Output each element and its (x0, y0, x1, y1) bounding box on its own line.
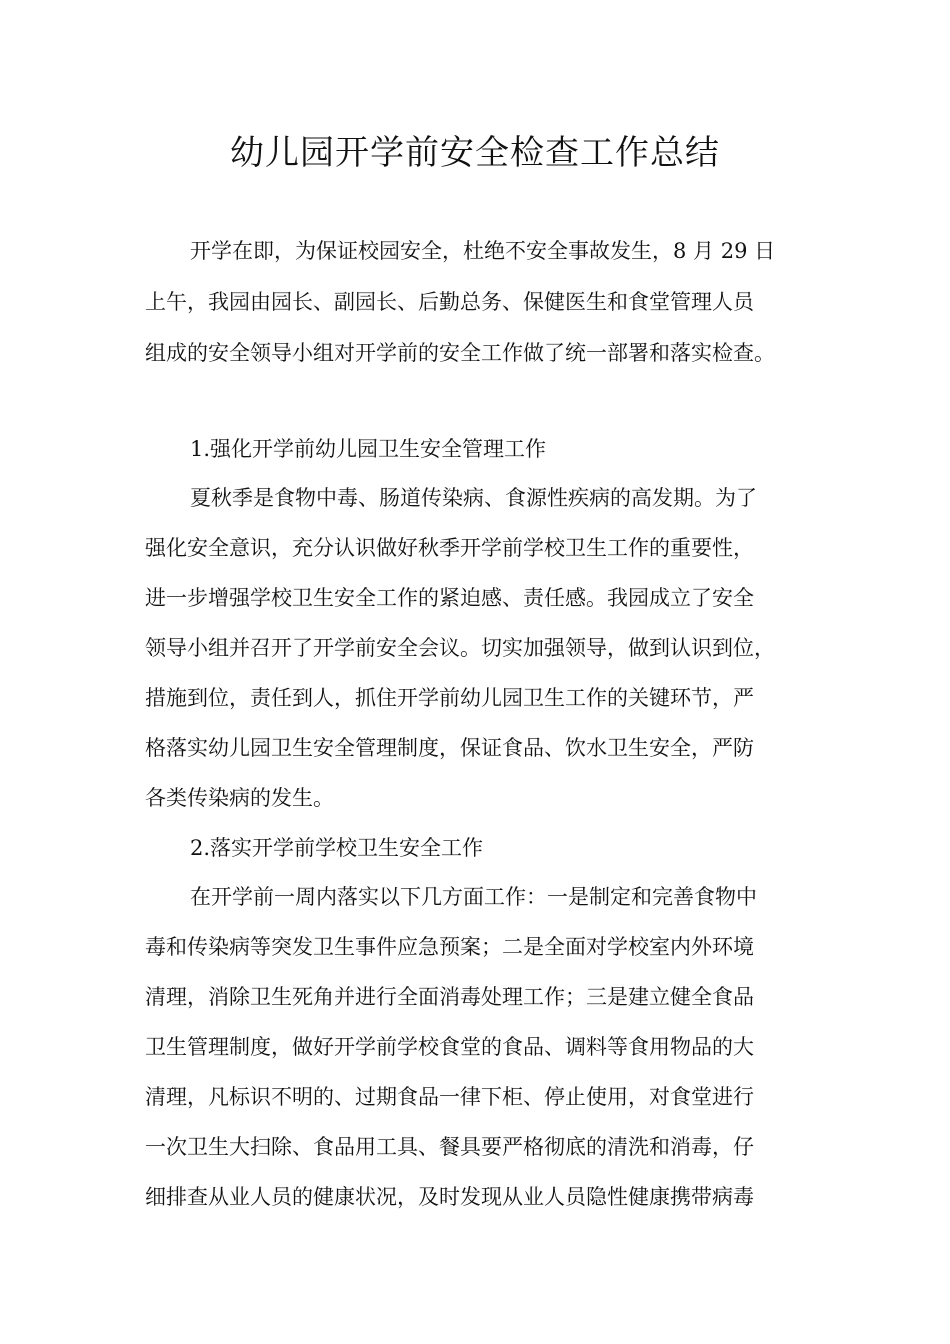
paragraph-line: 清理，凡标识不明的、过期食品一律下柜、停止使用，对食堂进行 (145, 1085, 754, 1109)
paragraph-line: 措施到位，责任到人，抓住开学前幼儿园卫生工作的关键环节，严 (145, 686, 754, 710)
section-heading: 1.强化开学前幼儿园卫生安全管理工作 (190, 437, 547, 461)
paragraph-line: 一次卫生大扫除、食品用工具、餐具要严格彻底的清洗和消毒，仔 (145, 1135, 754, 1159)
paragraph-line: 夏秋季是食物中毒、肠道传染病、食源性疾病的高发期。为了 (190, 486, 757, 510)
paragraph-line: 在开学前一周内落实以下几方面工作：一是制定和完善食物中 (190, 885, 757, 909)
paragraph-line: 毒和传染病等突发卫生事件应急预案；二是全面对学校室内外环境 (145, 935, 754, 959)
paragraph-line: 领导小组并召开了开学前安全会议。切实加强领导，做到认识到位， (145, 636, 775, 660)
document-title: 幼儿园开学前安全检查工作总结 (230, 133, 720, 173)
paragraph-line: 清理，消除卫生死角并进行全面消毒处理工作；三是建立健全食品 (145, 985, 754, 1009)
paragraph-line: 细排查从业人员的健康状况，及时发现从业人员隐性健康携带病毒 (145, 1185, 754, 1209)
paragraph-line: 组成的安全领导小组对开学前的安全工作做了统一部署和落实检查。 (145, 341, 775, 365)
paragraph-line: 卫生管理制度，做好开学前学校食堂的食品、调料等食用物品的大 (145, 1035, 754, 1059)
paragraph-line: 进一步增强学校卫生安全工作的紧迫感、责任感。我园成立了安全 (145, 586, 754, 610)
paragraph-line: 格落实幼儿园卫生安全管理制度，保证食品、饮水卫生安全，严防 (145, 736, 754, 760)
paragraph-line: 强化安全意识，充分认识做好秋季开学前学校卫生工作的重要性， (145, 536, 754, 560)
paragraph-line: 上午，我园由园长、副园长、后勤总务、保健医生和食堂管理人员 (145, 290, 754, 314)
paragraph-line: 开学在即，为保证校园安全，杜绝不安全事故发生，8 月 29 日 (190, 239, 776, 263)
paragraph-line: 各类传染病的发生。 (145, 786, 334, 810)
section-heading: 2.落实开学前学校卫生安全工作 (190, 836, 484, 860)
